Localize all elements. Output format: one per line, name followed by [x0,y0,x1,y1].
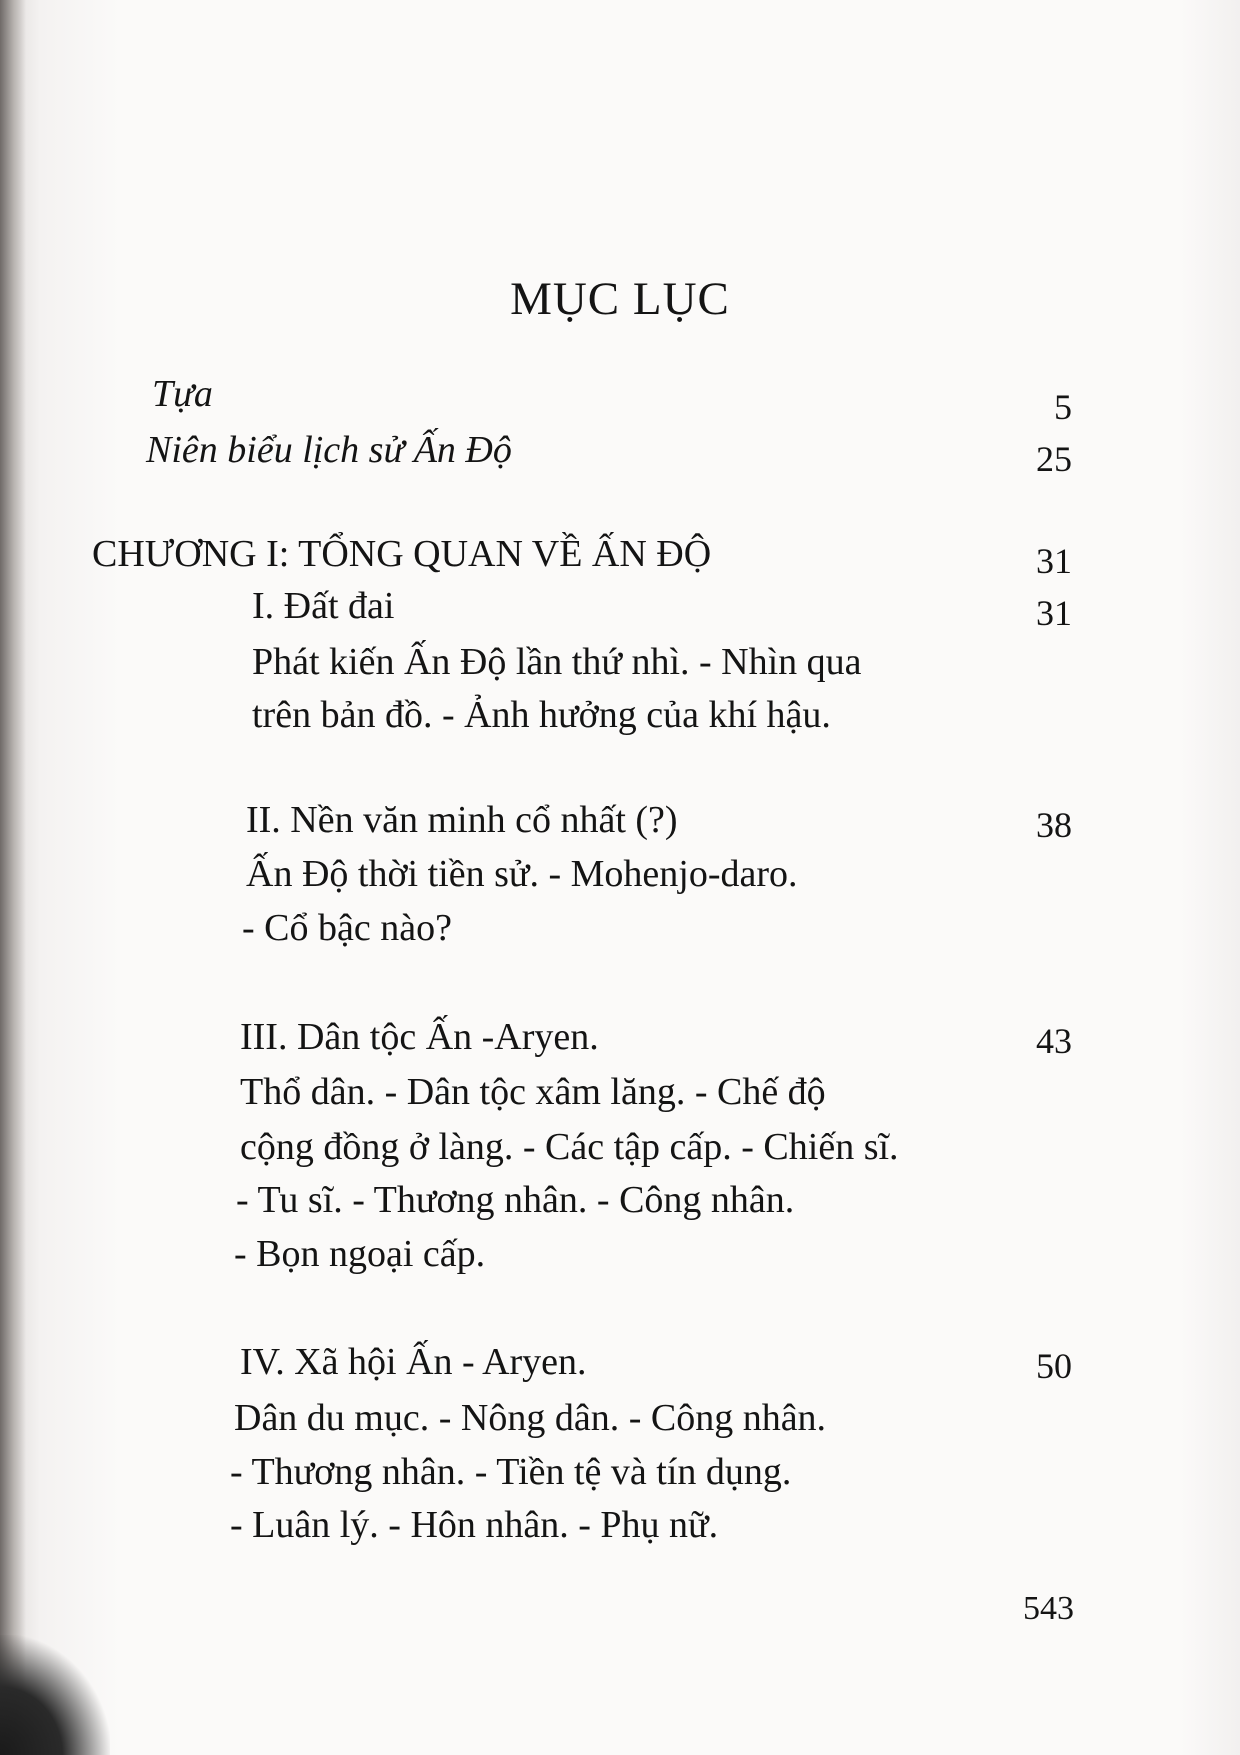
section-title: IV. Xã hội Ấn - Aryen. [240,1341,587,1383]
toc-entry-page: 5 [1054,387,1072,427]
section-summary-line: Phát kiến Ấn Độ lần thứ nhì. - Nhìn qua [252,641,862,683]
toc-entry-page: 43 [1036,1021,1072,1061]
section-summary-line: Dân du mục. - Nông dân. - Công nhân. [234,1397,827,1439]
section-summary-line: - Luân lý. - Hôn nhân. - Phụ nữ. [230,1504,719,1546]
section-summary-line: Ấn Độ thời tiền sử. - Mohenjo-daro. [246,853,798,895]
page-number: 543 [1023,1590,1074,1627]
section-summary-line: - Tu sĩ. - Thương nhân. - Công nhân. [236,1179,795,1221]
section-title: I. Đất đai [252,585,395,627]
toc-entry-page: 38 [1036,805,1072,845]
toc-entry-page: 50 [1036,1346,1072,1386]
section-summary-line: - Cổ bậc nào? [242,907,452,949]
page-title: MỤC LỤC [510,273,730,325]
toc-entry-page: 31 [1036,541,1072,581]
section-summary-line: trên bản đồ. - Ảnh hưởng của khí hậu. [252,694,831,736]
toc-entry-page: 25 [1036,439,1072,479]
toc-entry-title: Niên biểu lịch sử Ấn Độ [146,429,512,471]
section-summary-line: Thổ dân. - Dân tộc xâm lăng. - Chế độ [240,1071,826,1113]
section-summary-line: - Bọn ngoại cấp. [234,1233,486,1275]
section-summary-line: - Thương nhân. - Tiền tệ và tín dụng. [230,1451,792,1493]
section-title: III. Dân tộc Ấn -Aryen. [240,1016,599,1058]
page-corner-shadow [0,1635,110,1755]
book-spine-shadow [0,0,26,1755]
toc-entry-page: 31 [1036,593,1072,633]
chapter-heading: CHƯƠNG I: TỔNG QUAN VỀ ẤN ĐỘ [92,533,712,575]
section-title: II. Nền văn minh cổ nhất (?) [246,799,678,841]
section-summary-line: cộng đồng ở làng. - Các tập cấp. - Chiến sĩ. [240,1126,899,1168]
toc-entry-title: Tựa [152,373,213,415]
